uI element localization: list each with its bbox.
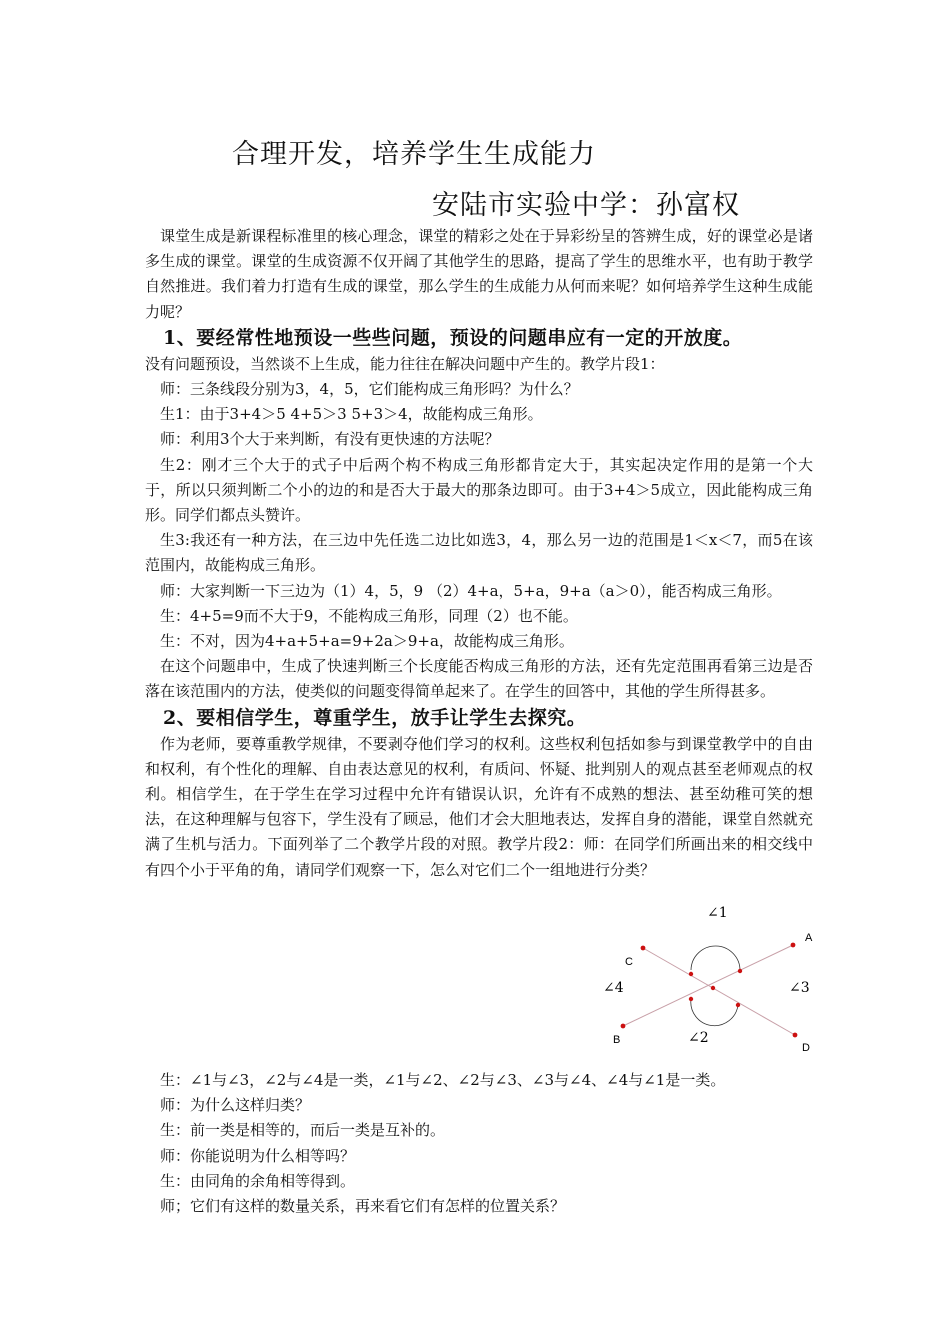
section2-heading: 2、要相信学生，尊重学生，放手让学生去探究。 [163, 706, 587, 729]
point-c [641, 946, 646, 951]
dialog-line: 生：前一类是相等的，而后一类是互补的。 [160, 1121, 446, 1140]
arc-angle2 [691, 999, 738, 1026]
point-c-label: C [625, 956, 633, 968]
angle3-label: ∠3 [789, 980, 810, 996]
dialog-line: 生：∠1与∠3，∠2与∠4是一类，∠1与∠2、∠2与∠3、∠3与∠4、∠4与∠1是一类。 [160, 1071, 726, 1089]
point-a [791, 943, 796, 948]
dialog-line: 生：由同角的余角相等得到。 [160, 1171, 356, 1190]
arc-angle1 [691, 946, 740, 971]
intersecting-lines-figure [590, 898, 830, 1058]
point-b-label: B [613, 1034, 621, 1046]
point-b [621, 1024, 626, 1029]
dialog-block [145, 1068, 813, 1219]
section1-heading: 1、要经常性地预设一些些问题，预设的问题串应有一定的开放度。 [163, 326, 743, 349]
document-body [145, 224, 813, 883]
section1-line: 师：大家判断一下三边为（1）4，5，9 （2）4+a，5+a，9+a（a＞0），能否构成三角形。 [160, 581, 782, 600]
document-title: 合理开发，培养学生生成能力 [232, 139, 596, 170]
dialog-line: 师：你能说明为什么相等吗？ [160, 1146, 356, 1165]
point-o [711, 986, 715, 990]
point-arc2-right [736, 1003, 740, 1007]
line-cd [643, 948, 795, 1035]
point-arc2-left [689, 997, 693, 1001]
section1-line: 生：4+5=9而不大于9，不能构成三角形，同理（2）也不能。 [160, 606, 578, 625]
point-d-label: D [802, 1042, 810, 1054]
section1-line: 师：利用3个大于来判断，有没有更快速的方法呢？ [160, 430, 500, 449]
section1-line: 师：三条线段分别为3，4，5，它们能构成三角形吗？为什么？ [160, 380, 579, 399]
section1-line: 生2：刚才三个大于的式子中后两个构不构成三角形都肯定大于，其实起决定作用的是第一个大于，所以只须判断二个小的边的和是否大于最大的那条边即可。由于3+4＞5成立，因此能构成三角形。同学们都点头赞许。 [145, 455, 813, 525]
angle2-label: ∠2 [688, 1030, 709, 1046]
intro-paragraph: 课堂生成是新课程标准里的核心理念，课堂的精彩之处在于异彩纷呈的答辨生成，好的课堂必是诸多生成的课堂。课堂的生成资源不仅开阔了其他学生的思路，提高了学生的思维水平，也有助于教学自然推进。我们着力打造有生成的课堂，那么学生的生成能力从何而来呢？如何培养学生这种生成能力呢？ [145, 227, 813, 321]
point-arc1-right [738, 969, 742, 973]
angle1-label: ∠1 [707, 905, 728, 921]
section1-line: 生3:我还有一种方法，在三边中先任选二边比如选3，4，那么另一边的范围是1＜x＜7，而5在该范围内，故能构成三角形。 [145, 531, 813, 575]
point-d [793, 1033, 798, 1038]
section1-line: 没有问题预设，当然谈不上生成，能力往往在解决问题中产生的。教学片段1： [145, 354, 665, 373]
section1-line: 生1：由于3+4＞5 4+5＞3 5+3＞4，故能构成三角形。 [160, 405, 543, 424]
point-arc1-left [689, 972, 693, 976]
document-author: 安陆市实验中学：孙富权 [432, 190, 740, 221]
dialog-line: 师：为什么这样归类？ [160, 1096, 311, 1115]
section1-line: 生：不对，因为4+a+5+a=9+2a＞9+a，故能构成三角形。 [160, 632, 574, 651]
section1-line: 在这个问题串中，生成了快速判断三个长度能否构成三角形的方法，还有先定范围再看第三边是否落在该范围内的方法，使类似的问题变得简单起来了。在学生的回答中，其他的学生所得甚多。 [145, 657, 813, 701]
section2-paragraph: 作为老师，要尊重教学规律，不要剥夺他们学习的权利。这些权利包括如参与到课堂教学中的自由和权利，有个性化的理解、自由表达意见的权利，有质问、怀疑、批判别人的观点甚至老师观点的权利。相信学生，在于学生在学习过程中允许有错误认识，允许有不成熟的想法、甚至幼稚可笑的想法，在这种理解与包容下，学生没有了顾忌，他们才会大胆地表达，发挥自身的潜能，课堂自然就充满了生机与活力。下面列举了二个教学片段的对照。教学片段2：师：在同学们所画出来的相交线中有四个小于平角的角，请同学们观察一下，怎么对它们二个一组地进行分类？ [145, 734, 813, 879]
angle4-label: ∠4 [603, 980, 624, 996]
dialog-line: 师；它们有这样的数量关系，再来看它们有怎样的位置关系？ [160, 1197, 566, 1216]
point-a-label: A [805, 932, 813, 944]
